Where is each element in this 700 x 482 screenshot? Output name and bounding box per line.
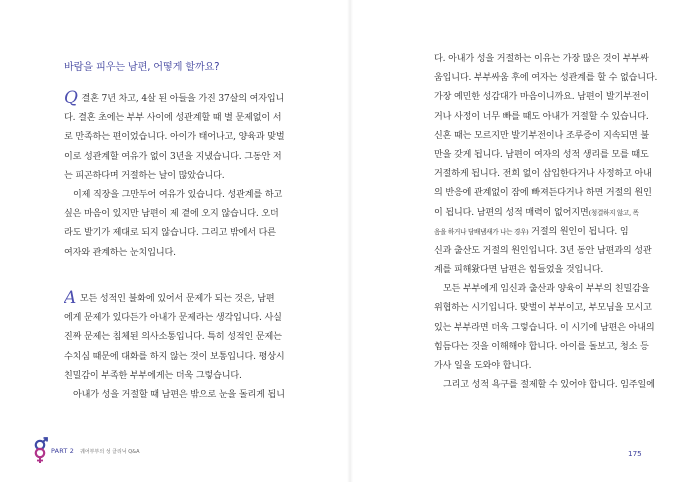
body-line: 의 반응에 관계없이 잠에 빠져든다거나 하면 거절의 원인 (434, 188, 652, 199)
body-line: 신과 출산도 거절의 원인입니다. 3년 동안 남편과의 성관 (434, 245, 652, 256)
body-line: 만을 갖게 됩니다. 남편이 여자의 성적 생리를 모를 때도 (434, 149, 649, 160)
answer-line: 수치심 때문에 대화를 하지 않는 것이 보통입니다. 평상시 (64, 351, 285, 362)
answer-line: 진짜 문제는 침체된 의사소통입니다. 특히 성적인 문제는 (64, 332, 282, 343)
question-line: 여자와 관계하는 눈치입니다. (64, 247, 176, 258)
body-line: 움입니다. 부부싸움 후에 여자는 성관계를 할 수 없습니다. (434, 73, 658, 84)
question-line: 라도 발기가 제대로 되지 않습니다. 그리고 밖에서 다른 (64, 228, 276, 239)
answer-line: A 모든 성적인 불화에 있어서 문제가 되는 것은, 남편 (64, 290, 275, 308)
right-body (434, 50, 657, 395)
answer-mark: A (64, 290, 77, 308)
question-line: 이로 성관계할 여유가 없이 3년을 지냈습니다. 그동안 저 (64, 151, 282, 162)
small-parenthetical: (청결하지 않고, 폭 (588, 208, 639, 217)
section-heading: 바람을 피우는 남편, 어떻게 할까요? (64, 62, 220, 73)
body-line: 있는 부부라면 더욱 그렇습니다. 이 시기에 남편은 아내의 (434, 322, 655, 333)
answer-line: 친밀감이 부족한 부부에게는 더욱 그렇습니다. (64, 370, 242, 381)
body-line: 음을 하거나 담배냄새가 나는 경우) 거절의 원인이 됩니다. 임 (434, 226, 629, 237)
body-line: 거절하게 됩니다. 전희 없이 삽입한다거나 사정하고 아내 (434, 169, 652, 180)
question-mark: Q (64, 90, 78, 108)
body-line: 힘듬다는 것을 이해해야 합니다. 아이를 돌보고, 청소 등 (434, 341, 649, 352)
question-line: 이제 직장을 그만두어 여유가 있습니다. 성관계를 하고 (64, 189, 283, 200)
answer-line: 아내가 성을 거절할 때 남편은 밖으로 눈을 돌리게 됩니 (64, 389, 285, 400)
body-line: 위협하는 시기입니다. 맞벌이 부부이고, 부모님을 모시고 (434, 303, 652, 314)
body-line: 가장 예민한 성감대가 마음이니까요. 남편이 발기부전이 (434, 92, 650, 103)
part-label: PART 2 궤어부부의 성 클리닉 Q&A (51, 447, 140, 455)
body-line: 계를 피해왔다면 남편은 힘들었을 것입니다. (434, 265, 604, 276)
question-line: 로 만족하는 편이었습니다. 아이가 태어나고, 양육과 맞벌 (64, 132, 285, 143)
question-line: Q 결혼 7년 차고, 4살 된 아들을 가진 37살의 여자입니 (64, 90, 285, 108)
body-line: 모든 부부에게 임신과 출산과 양육이 부부의 친밀감을 (434, 284, 650, 295)
body-line: 가사 일을 도와야 합니다. (434, 361, 532, 371)
part-subtitle: 궤어부부의 성 클리닉 Q&A (80, 449, 140, 455)
answer-block (64, 290, 286, 405)
question-line: 는 피곤하다며 거절하는 날이 많았습니다. (64, 170, 225, 181)
body-line: 신혼 때는 모르지만 발기부전이나 조루증이 지속되면 불 (434, 130, 650, 141)
page-number: 175 (628, 449, 642, 458)
body-line: 다. 아내가 성을 거절하는 이유는 가장 많은 것이 부부싸 (434, 54, 649, 64)
small-parenthetical: 음을 하거나 담배냄새가 나는 경우) (434, 227, 529, 236)
body-line: 거나 사정이 너무 빠를 때도 아내가 거절할 수 있습니다. (434, 111, 649, 122)
body-line: 이 됩니다. 남편의 성적 매력이 없어지면(청결하지 않고, 폭 (434, 207, 639, 218)
body-line: 그리고 성적 욕구를 절제할 수 있어야 합니다. 임주일에 (434, 380, 655, 391)
question-line: 다. 결혼 초에는 부부 사이에 성관계할 때 별 문제없이 서 (64, 113, 282, 124)
answer-line: 에게 문제가 있다든가 아내가 문제라는 생각입니다. 사실 (64, 313, 282, 324)
gender-symbols-logo-icon (33, 436, 49, 464)
question-block (64, 90, 286, 263)
question-line: 싶은 마음이 있지만 남편이 제 곁에 오지 않습니다. 오더 (64, 209, 279, 220)
